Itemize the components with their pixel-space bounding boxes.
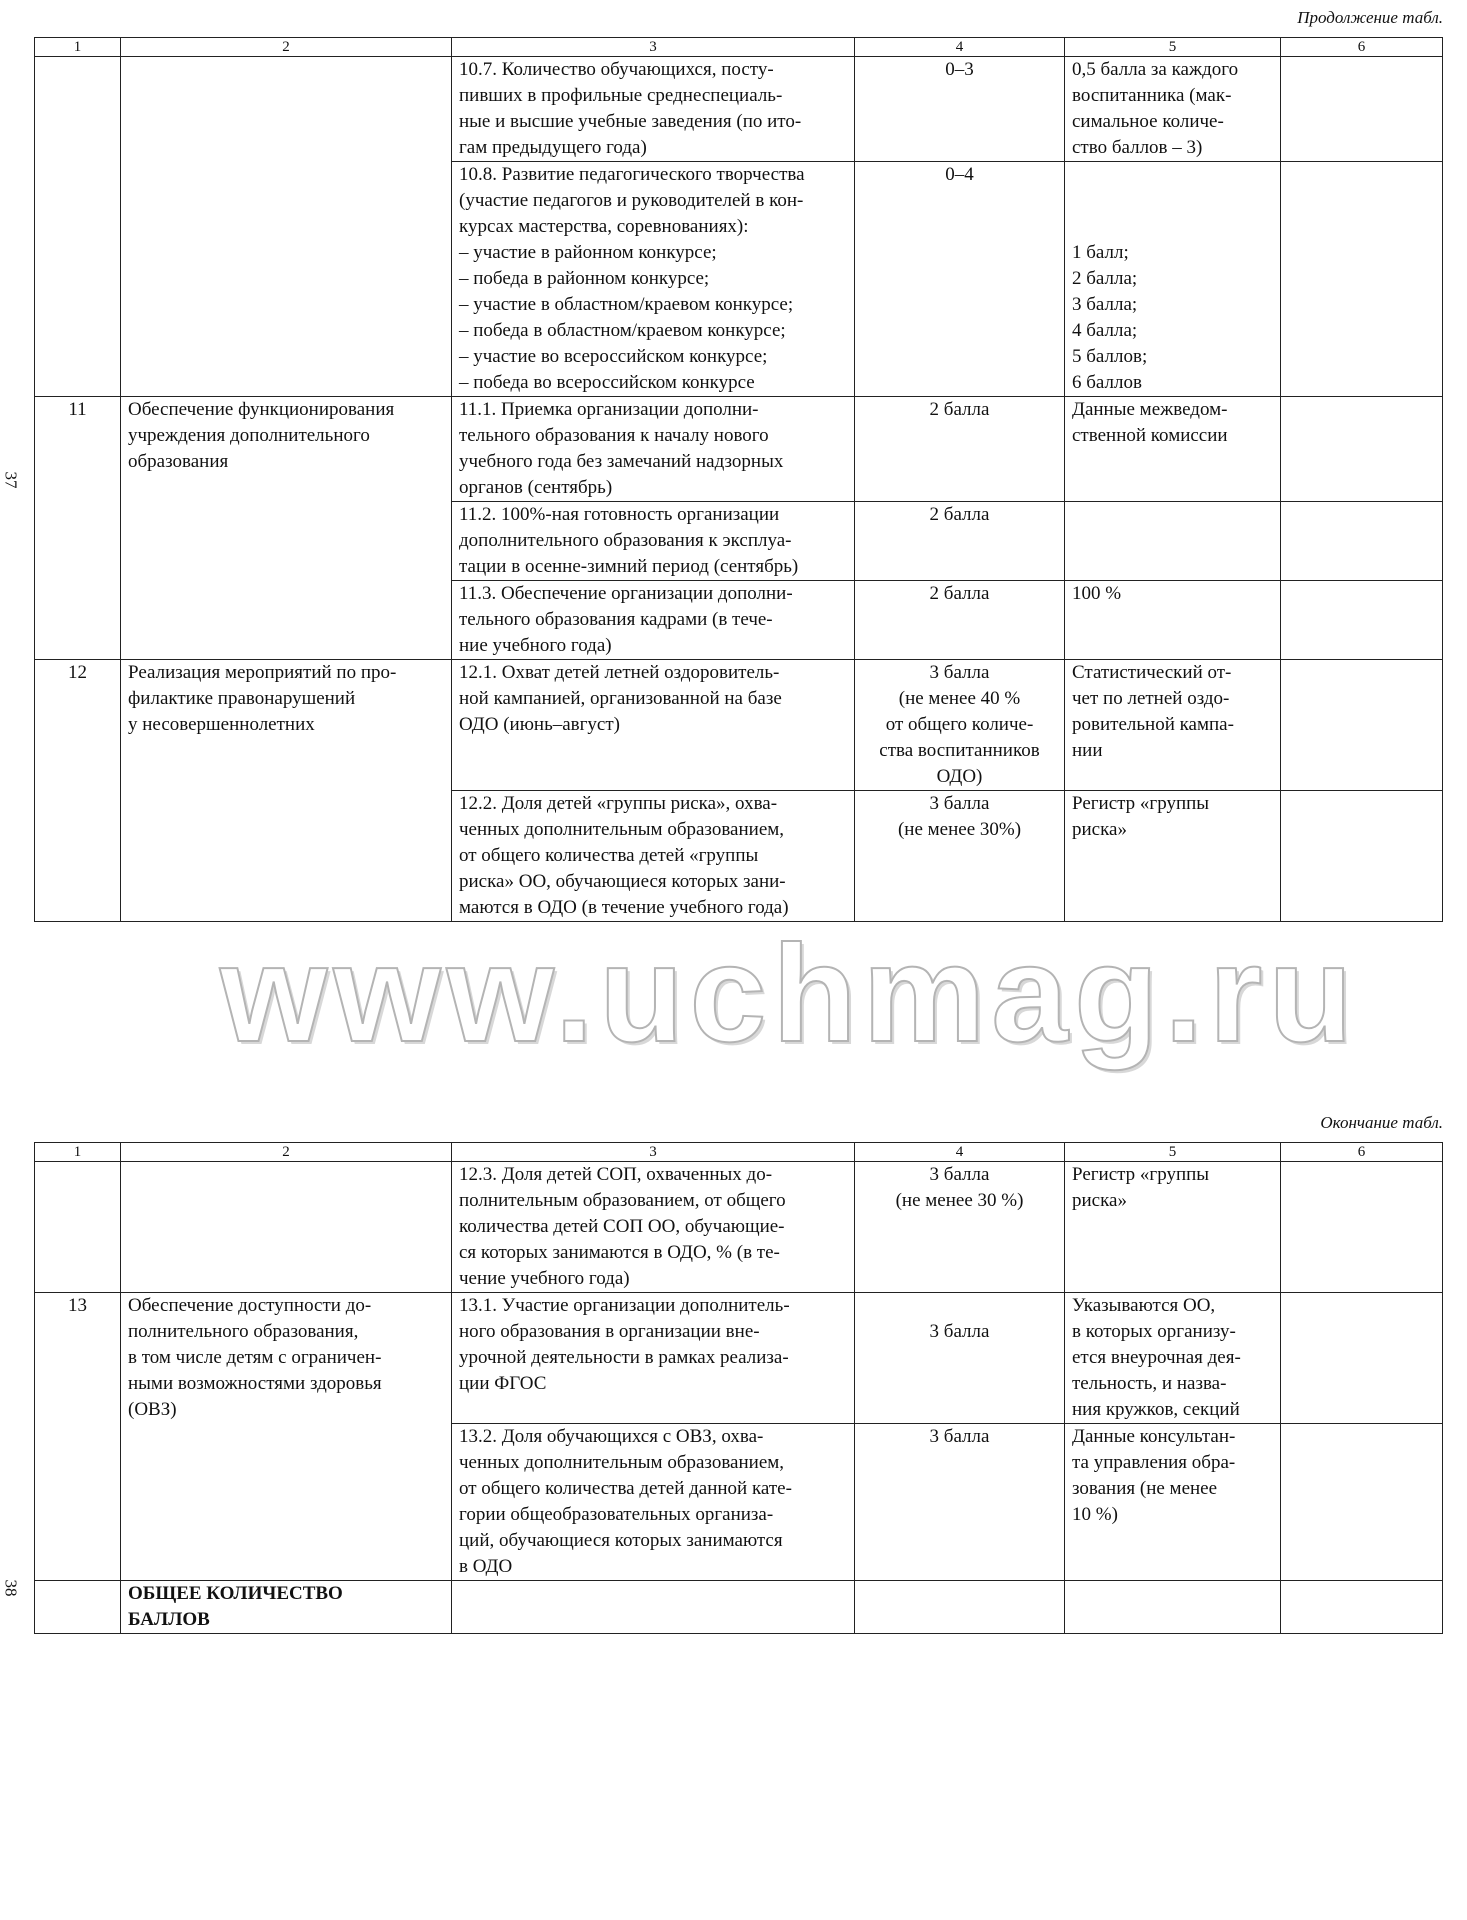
- score-cell: 3 балла: [855, 1293, 1065, 1424]
- criterion-name-cell: Обеспечение функционирования учреждения дополнительного образования: [121, 397, 452, 660]
- extra-cell: [1281, 57, 1443, 162]
- note-cell: Данные межведом- ственной комиссии: [1065, 397, 1281, 502]
- score-cell: 3 балла (не менее 30%): [855, 791, 1065, 922]
- total-row: [35, 1581, 1443, 1634]
- column-number-cell: 3: [452, 1143, 855, 1162]
- column-number-row: [35, 38, 1443, 57]
- column-number-cell: 6: [1281, 38, 1443, 57]
- extra-cell: [1281, 1293, 1443, 1424]
- criterion-name-cell: [121, 1162, 452, 1293]
- score-cell: 3 балла: [855, 1424, 1065, 1581]
- indicator-cell: 11.3. Обеспечение организации дополни- тельного образования кадрами (в тече- ние учебного года): [452, 581, 855, 660]
- note-cell: 0,5 балла за каждого воспитанника (мак- симальное количе- ство баллов – 3): [1065, 57, 1281, 162]
- column-number-cell: 3: [452, 38, 855, 57]
- criterion-number-cell: 11: [35, 397, 121, 660]
- column-number-cell: 6: [1281, 1143, 1443, 1162]
- indicator-cell: 12.3. Доля детей СОП, охваченных до- полнительным образованием, от общего количества детей СОП ОО, обучающие- ся которых занимаются в ОДО, % (в те- чение учебного года): [452, 1162, 855, 1293]
- note-cell: Указываются ОО, в которых организу- ется внеурочная дея- тельность, и назва- ния кружков, секций: [1065, 1293, 1281, 1424]
- note-cell: 100 %: [1065, 581, 1281, 660]
- extra-cell: [1281, 660, 1443, 791]
- empty-cell: [35, 1581, 121, 1634]
- note-cell: Регистр «группы риска»: [1065, 1162, 1281, 1293]
- criterion-name-cell: Обеспечение доступности до- полнительного образования, в том числе детям с ограничен- ными возможностями здоровья (ОВЗ): [121, 1293, 452, 1581]
- column-number-cell: 5: [1065, 1143, 1281, 1162]
- extra-cell: [1281, 397, 1443, 502]
- table-row: [35, 660, 1443, 791]
- watermark: www.uchmag.ru: [220, 917, 1359, 1071]
- extra-cell: [1281, 791, 1443, 922]
- indicator-cell: 13.1. Участие организации дополнитель- ного образования в организации вне- урочной деятельности в рамках реализа- ции ФГОС: [452, 1293, 855, 1424]
- criterion-number-cell: [35, 1162, 121, 1293]
- indicator-cell: 12.1. Охват детей летней оздоровитель- ной кампанией, организованной на базе ОДО (июнь–август): [452, 660, 855, 791]
- extra-cell: [1281, 581, 1443, 660]
- column-number-cell: 1: [35, 1143, 121, 1162]
- empty-cell: [1065, 1581, 1281, 1634]
- indicator-cell: 10.7. Количество обучающихся, посту- пивших в профильные среднеспециаль- ные и высшие учебные заведения (по ито- гам предыдущего года): [452, 57, 855, 162]
- total-score-label: ОБЩЕЕ КОЛИЧЕСТВО БАЛЛОВ: [121, 1581, 452, 1634]
- score-cell: 3 балла (не менее 30 %): [855, 1162, 1065, 1293]
- indicator-cell: 11.2. 100%-ная готовность организации дополнительного образования к эксплуа- тации в осенне-зимний период (сентябрь): [452, 502, 855, 581]
- table-caption-top: Продолжение табл.: [1297, 8, 1443, 27]
- criteria-table-bottom: [34, 1142, 1443, 1634]
- table-row: [35, 397, 1443, 502]
- score-cell: 0–3: [855, 57, 1065, 162]
- criteria-table-top: [34, 37, 1443, 922]
- score-cell: 3 балла (не менее 40 % от общего количе- ства воспитанников ОДО): [855, 660, 1065, 791]
- column-number-cell: 5: [1065, 38, 1281, 57]
- score-cell: 2 балла: [855, 397, 1065, 502]
- score-cell: 2 балла: [855, 502, 1065, 581]
- page-number-bottom: 38: [1, 1579, 21, 1597]
- column-number-cell: 1: [35, 38, 121, 57]
- note-cell: Данные консультан- та управления обра- зования (не менее 10 %): [1065, 1424, 1281, 1581]
- table-row: [35, 57, 1443, 162]
- page-number-top: 37: [1, 471, 21, 489]
- extra-cell: [1281, 502, 1443, 581]
- criterion-number-cell: 12: [35, 660, 121, 922]
- note-cell: Статистический от- чет по летней оздо- ровительной кампа- нии: [1065, 660, 1281, 791]
- empty-cell: [452, 1581, 855, 1634]
- column-number-cell: 2: [121, 1143, 452, 1162]
- note-cell: 1 балл; 2 балла; 3 балла; 4 балла; 5 баллов; 6 баллов: [1065, 162, 1281, 397]
- note-cell: Регистр «группы риска»: [1065, 791, 1281, 922]
- column-number-cell: 2: [121, 38, 452, 57]
- table-caption-bottom: Окончание табл.: [1320, 1113, 1443, 1132]
- column-number-row: [35, 1143, 1443, 1162]
- empty-cell: [1281, 1581, 1443, 1634]
- criterion-number-cell: 13: [35, 1293, 121, 1581]
- indicator-cell: 10.8. Развитие педагогического творчества (участие педагогов и руководителей в кон- курсах мастерства, соревнованиях): – участие в районном конкурсе; – победа в районном конкурсе; – участие в областном/краевом конкурсе; – победа в областном/краевом конкурсе; – участие во всероссийском конкурсе; – победа во всероссийском конкурсе: [452, 162, 855, 397]
- extra-cell: [1281, 1424, 1443, 1581]
- criterion-name-cell: Реализация мероприятий по про- филактике правонарушений у несовершеннолетних: [121, 660, 452, 922]
- extra-cell: [1281, 1162, 1443, 1293]
- score-cell: 0–4: [855, 162, 1065, 397]
- criterion-number-cell: [35, 57, 121, 397]
- column-number-cell: 4: [855, 1143, 1065, 1162]
- indicator-cell: 13.2. Доля обучающихся с ОВЗ, охва- ченных дополнительным образованием, от общего количества детей данной кате- гории общеобразовательных организа- ций, обучающиеся которых занимаются в ОДО: [452, 1424, 855, 1581]
- empty-cell: [855, 1581, 1065, 1634]
- indicator-cell: 12.2. Доля детей «группы риска», охва- ченных дополнительным образованием, от общего количества детей «группы риска» ОО, обучающиеся которых зани- маются в ОДО (в течение учебного года): [452, 791, 855, 922]
- score-cell: 2 балла: [855, 581, 1065, 660]
- note-cell: [1065, 502, 1281, 581]
- table-row: [35, 1162, 1443, 1293]
- column-number-cell: 4: [855, 38, 1065, 57]
- indicator-cell: 11.1. Приемка организации дополни- тельного образования к началу нового учебного года без замечаний надзорных органов (сентябрь): [452, 397, 855, 502]
- criterion-name-cell: [121, 57, 452, 397]
- table-row: [35, 1293, 1443, 1424]
- extra-cell: [1281, 162, 1443, 397]
